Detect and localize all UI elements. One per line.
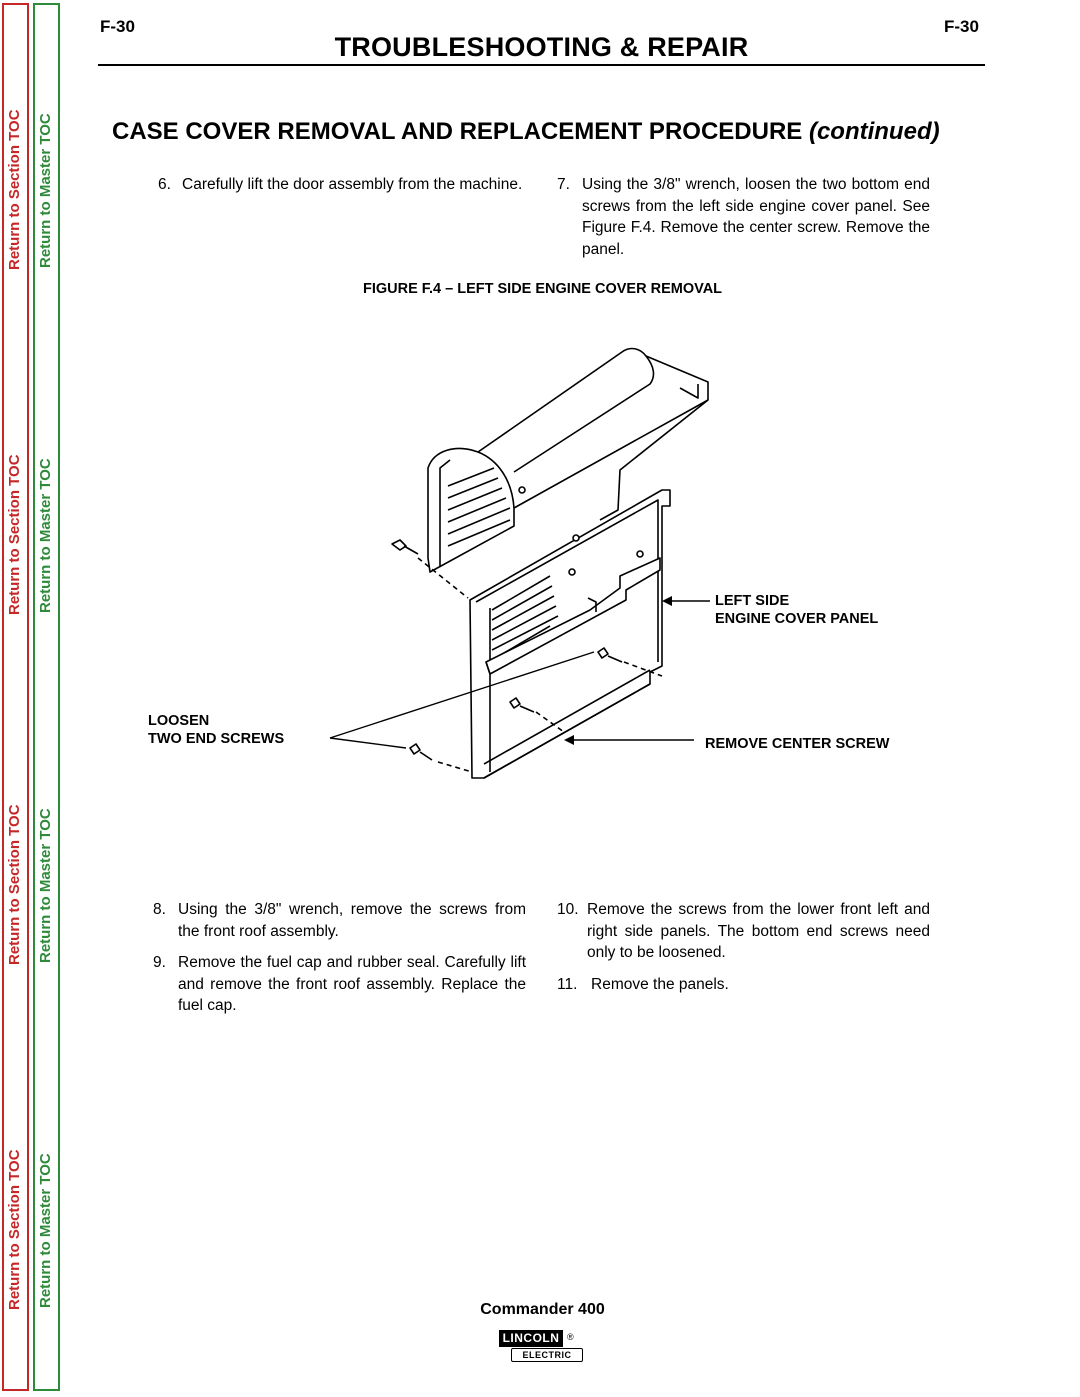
step-number: 8. — [153, 901, 166, 918]
step-10 — [557, 899, 930, 964]
step-number: 9. — [153, 954, 166, 971]
return-to-master-toc-link[interactable]: Return to Master TOC — [37, 113, 54, 268]
page-number-left: F-30 — [100, 17, 135, 36]
callout-remove-center-screw: REMOVE CENTER SCREW — [705, 736, 890, 752]
step-number: 6. — [158, 176, 171, 193]
engine-cover-illustration — [300, 340, 760, 810]
step-9 — [153, 952, 526, 1017]
return-to-section-toc-link[interactable]: Return to Section TOC — [6, 1149, 23, 1310]
step-7 — [557, 174, 930, 260]
section-title-main: CASE COVER REMOVAL AND REPLACEMENT PROCEDURE — [112, 118, 803, 145]
callout-line: LEFT SIDE — [715, 593, 790, 609]
callout-left-side-panel — [715, 592, 878, 628]
step-6 — [158, 174, 526, 196]
return-to-master-toc-link[interactable]: Return to Master TOC — [37, 1153, 54, 1308]
logo-top-text: LINCOLN — [499, 1330, 563, 1347]
return-to-section-toc-link[interactable]: Return to Section TOC — [6, 804, 23, 965]
chapter-title: TROUBLESHOOTING & REPAIR — [334, 32, 749, 62]
step-number: 10. — [557, 901, 579, 918]
callout-line: TWO END SCREWS — [148, 731, 285, 747]
callout-line: ENGINE COVER PANEL — [715, 611, 879, 627]
logo-registered-mark: ® — [567, 1332, 574, 1342]
return-to-section-toc-link[interactable]: Return to Section TOC — [6, 454, 23, 615]
page-number-right: F-30 — [944, 17, 979, 36]
product-model: Commander 400 — [480, 1301, 605, 1318]
callout-loosen-screws — [148, 712, 284, 748]
section-title — [112, 118, 940, 146]
step-text: Remove the screws from the lower front left and right side panels. The bottom end screws need only to be loosened. — [587, 901, 930, 961]
step-11 — [557, 974, 930, 996]
return-to-master-toc-link[interactable]: Return to Master TOC — [37, 808, 54, 963]
header-divider — [98, 64, 985, 66]
lincoln-electric-logo — [495, 1330, 587, 1364]
step-number: 7. — [557, 176, 570, 193]
figure-title: FIGURE F.4 – LEFT SIDE ENGINE COVER REMOVAL — [362, 281, 723, 297]
callout-line: LOOSEN — [148, 713, 210, 729]
section-title-suffix: (continued) — [808, 118, 940, 145]
return-to-section-toc-link[interactable]: Return to Section TOC — [6, 109, 23, 270]
step-number: 11. — [557, 976, 578, 993]
step-8 — [153, 899, 526, 942]
return-to-master-toc-link[interactable]: Return to Master TOC — [37, 458, 54, 613]
logo-bottom-text: ELECTRIC — [511, 1348, 583, 1362]
step-text: Using the 3/8" wrench, loosen the two bottom end screws from the left side engine cover panel. See Figure F.4. Remove the center screw. Remove the panel. — [582, 176, 930, 258]
step-text: Carefully lift the door assembly from the machine. — [182, 176, 523, 193]
step-text: Remove the fuel cap and rubber seal. Carefully lift and remove the front roof assembly. Replace the fuel cap. — [178, 954, 526, 1014]
step-text: Using the 3/8" wrench, remove the screws from the front roof assembly. — [178, 901, 526, 940]
step-text: Remove the panels. — [591, 976, 729, 993]
